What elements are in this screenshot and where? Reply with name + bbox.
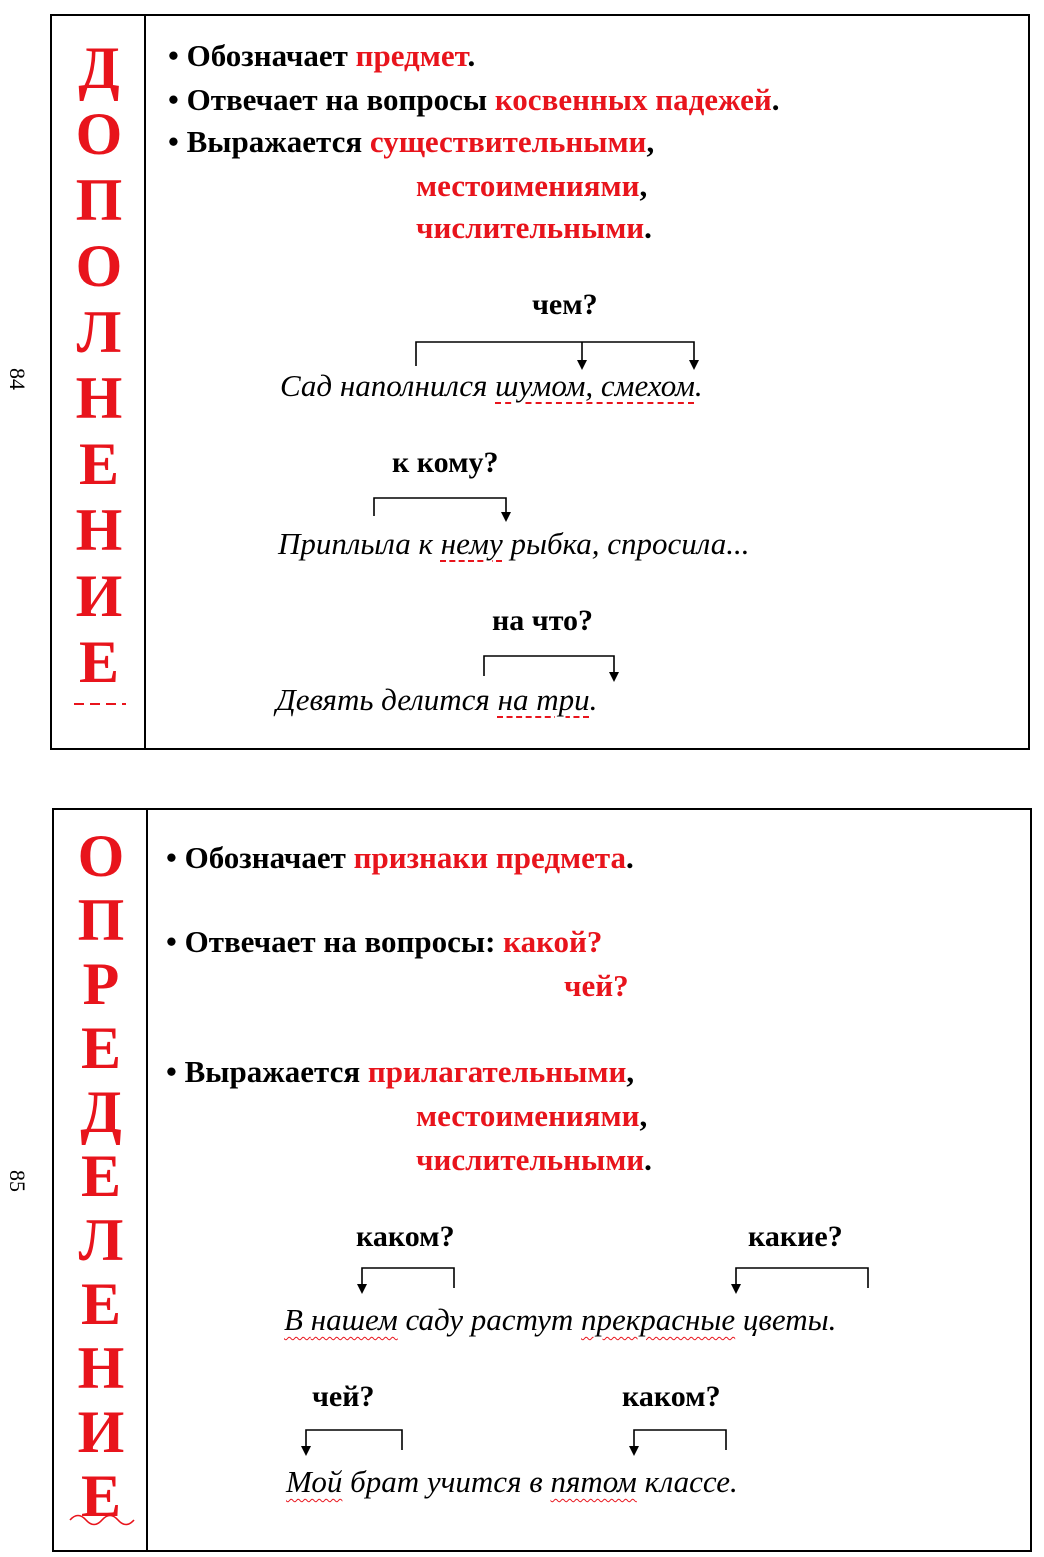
question-kakie: какие? [748,1220,843,1253]
title-letter: Е [78,431,120,497]
question-chem: чем? [532,288,598,321]
title-letter: Н [75,365,123,431]
title-letter: О [75,101,123,167]
example-sentence-5: Мой брат учится в пятом классе. [286,1464,738,1499]
bullet-expressed: • Выражается прилагательными, [166,1054,635,1089]
title-letter: Е [80,1143,122,1209]
expressed-pronouns: местоимениями, [416,168,648,203]
title-letter: П [77,887,125,953]
title-letter: Д [78,35,120,101]
title-letter: И [77,1399,125,1465]
title-letter: Л [76,299,122,365]
wavy-underline-mark [68,1510,138,1530]
question-kakom-2: каком? [622,1380,721,1413]
title-letter: О [77,823,125,889]
title-letter: Е [80,1463,122,1529]
bullet-denotes: • Обозначает признаки предмета. [166,840,634,875]
card-opredelenie [52,808,1032,1552]
title-letter: Н [77,1335,125,1401]
arrow-brackets-example-3 [148,16,1028,756]
title-letter: П [75,167,123,233]
arrow-brackets-example-5 [150,810,1030,1550]
example-sentence-3: Девять делится на три. [276,682,598,717]
question-chei-2: чей? [312,1380,375,1413]
title-letter: Н [75,497,123,563]
title-letter: Е [80,1015,122,1081]
title-letter: Д [80,1079,122,1145]
expressed-numerals: числительными. [416,210,652,245]
question-kakom-1: каком? [356,1220,455,1253]
expressed-numerals: числительными. [416,1142,652,1177]
card-content [150,810,1030,1550]
title-letter: Л [78,1207,124,1273]
vertical-title-dopolnenie [52,16,146,748]
question-chei: чей? [564,968,629,1003]
expressed-pronouns: местоимениями, [416,1098,648,1133]
question-na-chto: на что? [492,604,594,637]
example-sentence-1: Сад наполнился шумом, смехом. [280,368,703,403]
example-sentence-2: Приплыла к нему рыбка, спросила... [278,526,750,561]
page-number-85: 85 [5,1170,30,1192]
bullet-answers: • Отвечает на вопросы: какой? [166,924,603,959]
title-letter: И [75,563,123,629]
bullet-answers: • Отвечает на вопросы косвенных падежей. [168,82,780,117]
bullet-expressed: • Выражается существительными, [168,124,655,159]
card-content [148,16,1028,748]
bullet-denotes: • Обозначает предмет. [168,38,476,73]
title-letter: О [75,233,123,299]
page-number-84: 84 [5,368,30,390]
question-k-komu: к кому? [392,446,499,479]
title-letter: Е [78,629,120,695]
example-sentence-4: В нашем саду растут прекрасные цветы. [284,1302,837,1337]
card-dopolnenie [50,14,1030,750]
vertical-title-opredelenie [54,810,148,1550]
title-letter: Р [82,951,120,1017]
dashed-underline-mark [72,698,128,708]
title-letter: Е [80,1271,122,1337]
